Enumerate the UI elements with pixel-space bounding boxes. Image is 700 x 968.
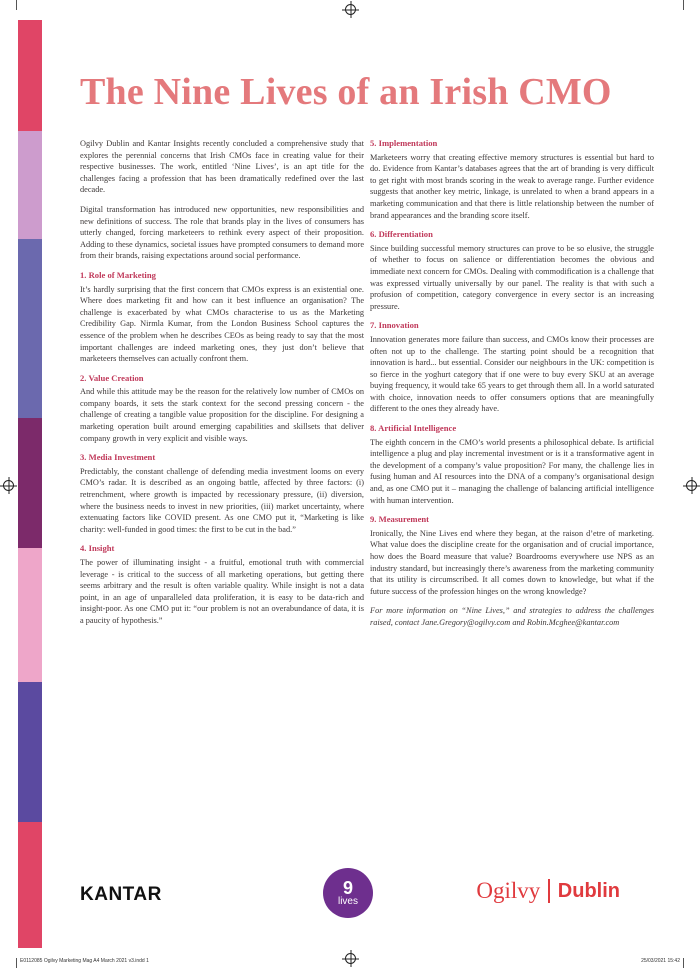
nine-lives-number: 9 [342,878,353,898]
ogilvy-dublin-logo [476,878,620,904]
section-heading-role-of-marketing: 1. Role of Marketing [80,269,156,280]
stripe-3 [18,239,42,418]
section-body-artificial-intelligence: The eighth concern in the CMO’s world presents a philosophical debate. Is artificial intelligence a plug and play incremental investment or is it a transformative agent in the development of a company’s value proposition? For many, the challenge lies in fusing human and AI resources into the DNA of a company’s organisational design and, as one CMO put it – managing the challenge of balancing artificial intelligence with human intervention. [370,437,654,505]
registration-mark-top [345,4,356,15]
section-heading-innovation: 7. Innovation [370,320,419,331]
section-heading-artificial-intelligence: 8. Artificial Intelligence [370,423,457,434]
print-slug-right: 25/03/2021 15:42 [641,958,680,964]
print-slug-left: E0112085 Ogilvy Marketing Mag A4 March 2021 v3.indd 1 [20,958,149,964]
nine-lives-word: lives [337,896,358,907]
registration-mark-right [686,480,697,491]
stripe-8 [18,822,42,948]
section-heading-implementation: 5. Implementation [370,138,438,148]
section-body-innovation: Innovation generates more failure than success, and CMOs know their processes are often not up to the challenge. The starting point should be a recognition that innovation is hard... but essential. Consider our neighbours in the UK: competition is so fierce in the yoghurt category that if one were to buy every SKU at an average buying frequency, it would take 65 years to get through them all. In a world saturated with choice, innovation needs to offer consumers options that are meaningfully different to the ones they already have. [370,334,654,414]
section-heading-differentiation: 6. Differentiation [370,229,433,240]
registration-mark-left [3,480,14,491]
page-title: The Nine Lives of an Irish CMO [80,71,612,113]
ogilvy-logo-text: Ogilvy [476,878,541,903]
more-information-note: For more information on “Nine Lives,” and strategies to address the challenges raised, contact Jane.Gregory@ogilvy.com and Robin.Mcghee@kantar.com [370,606,654,627]
section-body-media-investment: Predictably, the constant challenge of defending media investment looms on every CMO’s radar. It is described as an ongoing battle, affected by three factors: (i) retrenchment, where growth is impacted by recessionary pressure, (ii) diversion, where the business needs to invest in new priorities, (iii) market uncertainty, where extenuating factors like COVID present. As one CMO put it, “Marketing is like charity: well-funded in good times: the first to be cut in the bad.” [80,466,364,534]
logo-divider [548,879,550,903]
section-heading-media-investment: 3. Media Investment [80,452,156,463]
intro-paragraph-1: Ogilvy Dublin and Kantar Insights recently concluded a comprehensive study that explores the perennial concerns that Irish CMOs face in creating value for their respective businesses. The work, entitled ‘Nine Lives’, is an apt title for the challenges facing a profession that has been dramatically redefined over the last decade. [80,139,364,195]
section-heading-value-creation: 2. Value Creation [80,372,144,383]
stripe-1 [18,20,42,131]
section-body-differentiation: Since building successful memory structures can prove to be so elusive, the struggle of whether to focus on salience or differentiation becomes the obvious and immediate next concern for CMOs. Dealing with commodification is a challenge that was expressed virtually universally by our panel. The reality is that with such a profusion of competition, category convergence in every sector is an increasing pressure. [370,243,654,311]
dublin-logo-text: Dublin [557,879,620,902]
section-body-insight: The power of illuminating insight - a fruitful, emotional truth with commercial leverage - is critical to the success of all marketing operations, but getting there seems arbitrary and the result is often variable quality. While insight is not a data point, in an age of unparalleled data proliferation, it is easy to be data-rich and insight-poor. As one CMO put it: “our problem is not an overabundance of data, it is a paucity of hypothesis.” [80,558,364,625]
section-body-measurement: Ironically, the Nine Lives end where they began, at the raison d’etre of marketing. What value does the discipline create for the organisation and of crucial importance, how does the Board measure that value? Boardrooms everywhere use NPS as an industry standard, but increasingly there’s awareness from the marketing community that its utility is circumscribed. It all comes down to knowledge, but what if the future success of the profession hinges on the wrong knowledge? [370,528,654,596]
section-heading-measurement: 9. Measurement [370,514,430,525]
section-body-value-creation: And while this attitude may be the reason for the relatively low number of CMOs on company boards, it sets the stark context for the second pressing concern - the challenge of creating a tangible value proposition for the discipline. For designing a marketing operation built around emerging capabilities and skillsets that deliver company growth in very explicit and visible ways. [80,387,364,443]
section-body-implementation: Marketeers worry that creating effective memory structures is essential but hard to do. Evidence from Kantar’s databases agrees that the art of branding is very difficult to get right with most brands scoring in the weak to average range. Further evidence suggests that another key metric, linkage, is unrelated to when a brand appears in a marketing communication and that there is little relationship between the number of brand appearances and the branding score itself. [370,152,654,220]
kantar-logo: KANTAR [80,884,162,905]
right-column [370,138,654,637]
crop-mark-bl [16,958,17,968]
intro-paragraph-2: Digital transformation has introduced new opportunities, new responsibilities and new definitions of success. The role that brands play in the lives of consumers has utterly changed, forcing marketeers to rethink every aspect of their proposition. Adding to these dynamics, societal issues have prompted consumers to demand more from their brands, raising expectations around social performance. [80,204,364,261]
stripe-2 [18,131,42,239]
stripe-6 [18,548,42,682]
section-heading-insight: 4. Insight [80,543,115,554]
nine-lives-badge [323,868,373,918]
crop-mark-br [683,958,684,968]
section-body-role-of-marketing: It’s hardly surprising that the first concern that CMOs express is an existential one. Where does marketing fit and how can it best influence an organisation? The challenge is exacerbated by what CMOs characterise to us as the Marketing Credibility Gap. Nirmla Kumar, from the London Business School captures the essence of the problem when he describes CEOs as being ready to say that the most important challenges are indeed marketing ones, they just don’t believe that marketeers themselves can actually confront them. [80,284,364,364]
stripe-7 [18,682,42,822]
crop-mark-tr [683,0,684,10]
crop-mark-tl [16,0,17,10]
stripe-4 [18,418,42,548]
left-column [80,138,364,635]
registration-mark-bottom [345,953,356,964]
